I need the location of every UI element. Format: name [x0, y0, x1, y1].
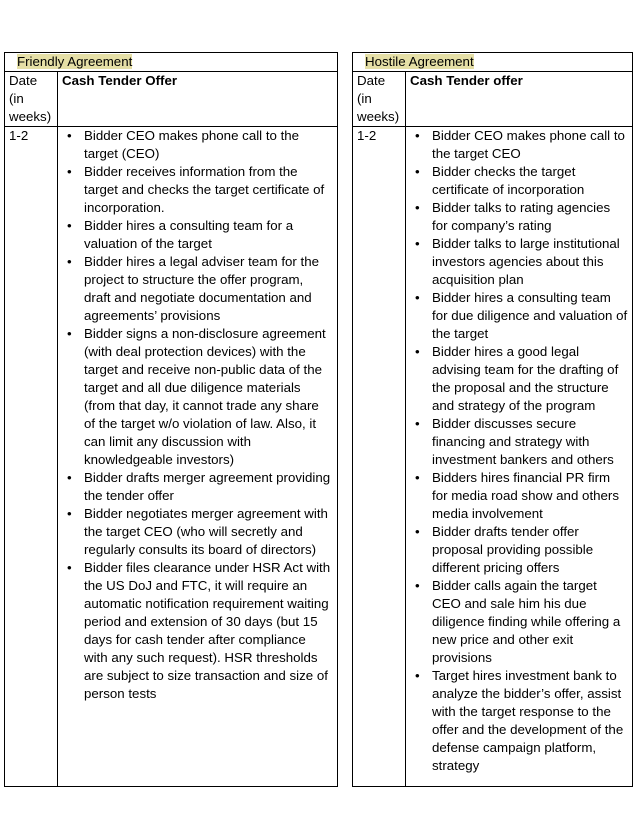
friendly-offer-header: Cash Tender Offer: [58, 72, 338, 127]
friendly-heading-cell: [5, 53, 338, 72]
list-item: • Bidders hires financial PR firm for media road show and others media involvement: [432, 469, 628, 523]
list-item: • Bidder signs a non-disclosure agreement (with deal protection devices) with the target and receive non-public data of the target and all due diligence materials (from that day, it cannot trade any share of the target w/o violation of law. Also, it can limit any discussion with knowledgeable investors): [84, 325, 333, 469]
hostile-agreement-table: [352, 52, 633, 787]
hostile-date-header: Date (in weeks): [353, 72, 406, 127]
friendly-heading: Friendly Agreement: [17, 54, 133, 69]
hostile-steps-cell: [406, 127, 633, 787]
friendly-steps-cell: [58, 127, 338, 787]
hostile-period: 1-2: [353, 127, 406, 787]
list-item: • Bidder negotiates merger agreement with the target CEO (who will secretly and regularly consults its board of directors): [84, 505, 333, 559]
list-item: • Bidder talks to rating agencies for company’s rating: [432, 199, 628, 235]
list-item: • Bidder receives information from the target and checks the target certificate of incorporation.: [84, 163, 333, 217]
list-item: • Bidder hires a legal adviser team for the project to structure the offer program, draft and negotiate documentation and agreements’ provisions: [84, 253, 333, 325]
list-item: • Bidder CEO makes phone call to the target CEO: [432, 127, 628, 163]
friendly-date-header: Date (in weeks): [5, 72, 58, 127]
list-item: • Bidder hires a consulting team for a valuation of the target: [84, 217, 333, 253]
hostile-heading: Hostile Agreement: [365, 54, 474, 69]
hostile-heading-cell: [353, 53, 633, 72]
list-item: • Bidder CEO makes phone call to the target (CEO): [84, 127, 333, 163]
list-item: • Bidder drafts tender offer proposal providing possible different pricing offers: [432, 523, 628, 577]
list-item: • Bidder checks the target certificate of incorporation: [432, 163, 628, 199]
hostile-steps-list: [410, 127, 628, 775]
list-item: • Bidder drafts merger agreement providing the tender offer: [84, 469, 333, 505]
hostile-offer-header: Cash Tender offer: [406, 72, 633, 127]
list-item: • Bidder files clearance under HSR Act with the US DoJ and FTC, it will require an automatic notification requirement waiting period and extension of 30 days (but 15 days for cash tender after compliance with any such request). HSR thresholds are subject to size transaction and size of person tests: [84, 559, 333, 703]
list-item: • Bidder calls again the target CEO and sale him his due diligence finding while offering a new price and other exit provisions: [432, 577, 628, 667]
friendly-period: 1-2: [5, 127, 58, 787]
list-item: • Bidder hires a good legal advising team for the drafting of the proposal and the structure and strategy of the program: [432, 343, 628, 415]
friendly-steps-list: [62, 127, 333, 703]
list-item: • Bidder talks to large institutional investors agencies about this acquisition plan: [432, 235, 628, 289]
list-item: • Target hires investment bank to analyze the bidder’s offer, assist with the target response to the offer and the development of the defense campaign platform, strategy: [432, 667, 628, 775]
list-item: • Bidder hires a consulting team for due diligence and valuation of the target: [432, 289, 628, 343]
friendly-agreement-table: [4, 52, 338, 787]
list-item: • Bidder discusses secure financing and strategy with investment bankers and others: [432, 415, 628, 469]
